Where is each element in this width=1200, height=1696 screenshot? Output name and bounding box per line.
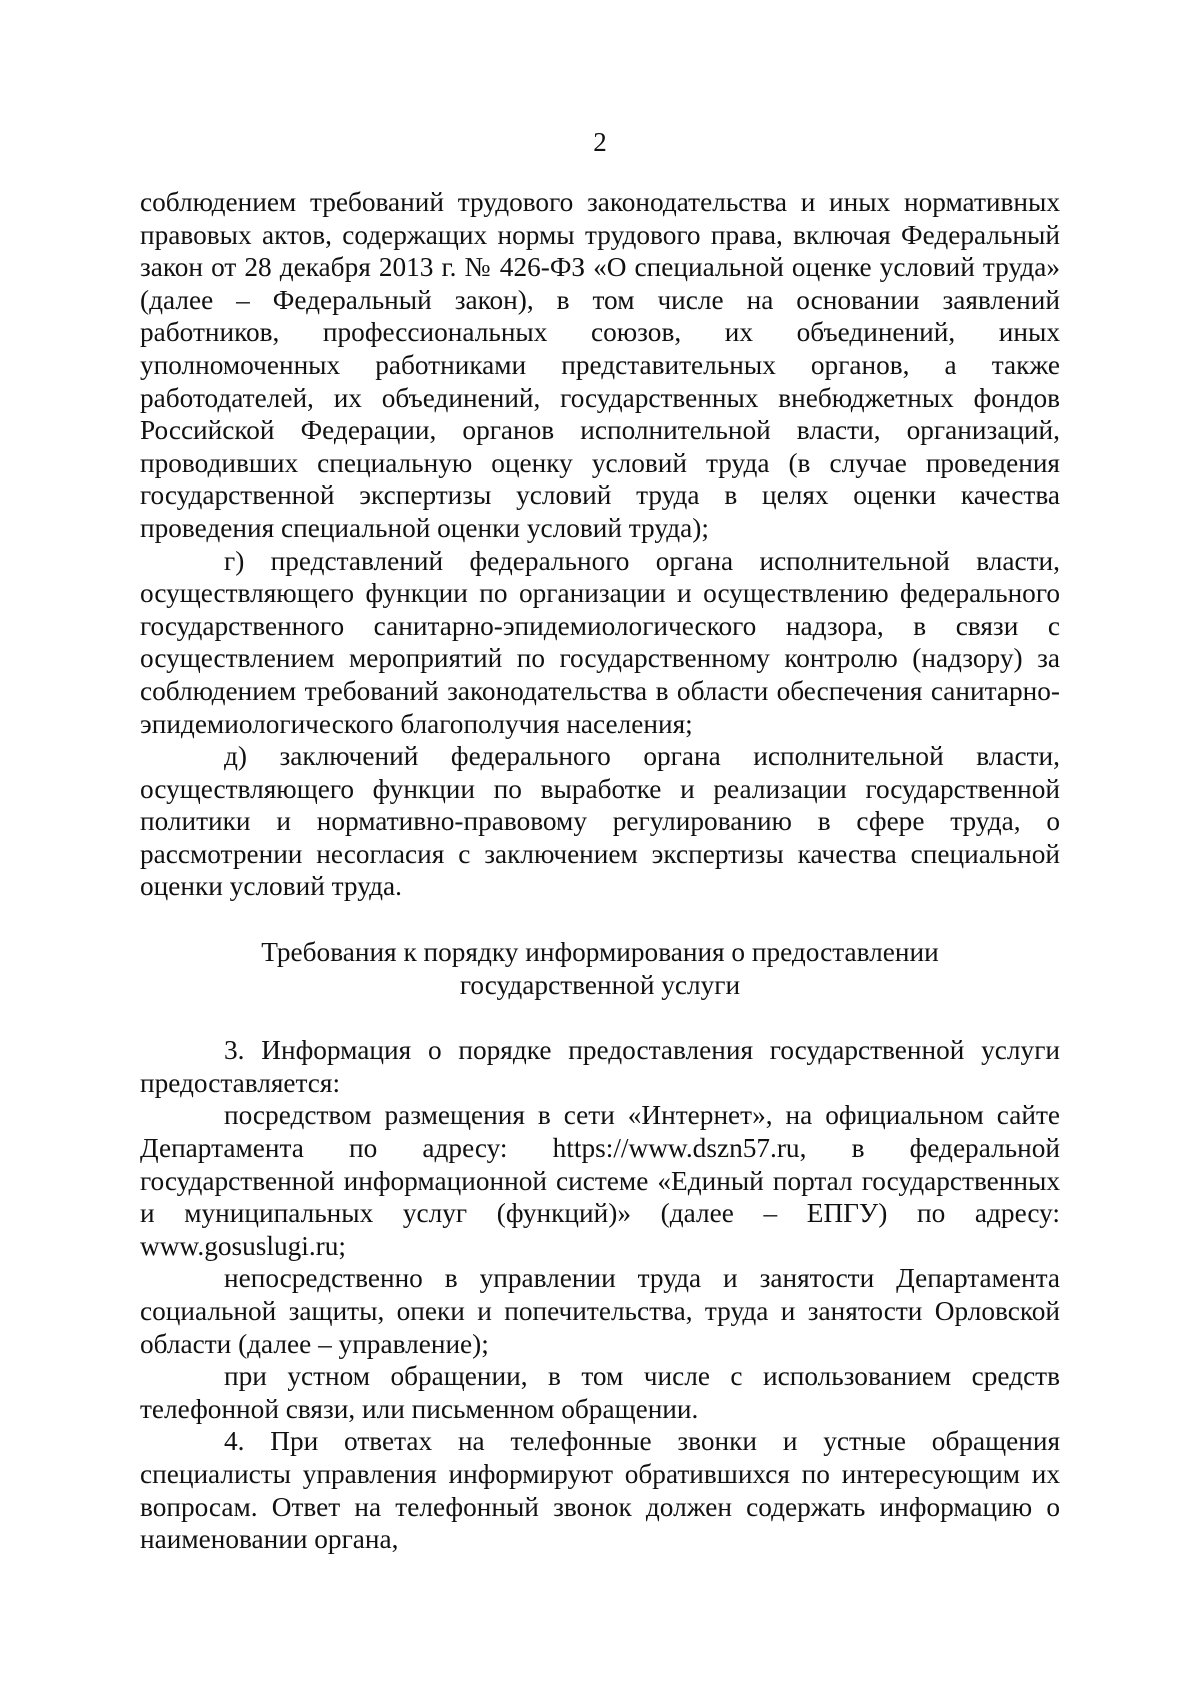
paragraph-3: 3. Информация о порядке предоставления государственной услуги предоставляется: bbox=[140, 1035, 1060, 1098]
paragraph-4: 4. При ответах на телефонные звонки и устные обращения специалисты управления информируют обратившихся по интересующим их вопросам. Ответ на телефонный звонок должен содержать информацию о наименовании органа, bbox=[140, 1426, 1060, 1555]
document-body bbox=[140, 186, 1060, 1556]
paragraph-internet: посредством размещения в сети «Интернет», на официальном сайте Департамента по адресу: https://www.dszn57.ru, в федеральной государственной информационной системе «Единый портал государственных и муниципальных услуг (функций)» (далее – ЕПГУ) по адресу: www.gosuslugi.ru; bbox=[140, 1100, 1060, 1261]
paragraph-item-d: д) заключений федерального органа исполнительной власти, осуществляющего функции по выработке и реализации государственной политики и нормативно-правовому регулированию в сфере труда, о рассмотрении несогласия с заключением экспертизы качества специальной оценки условий труда. bbox=[140, 741, 1060, 902]
section-heading-line-2: государственной услуги bbox=[459, 969, 741, 1000]
paragraph-oral: при устном обращении, в том числе с использованием средств телефонной связи, или письменном обращении. bbox=[140, 1361, 1060, 1424]
paragraph-item-g: г) представлений федерального органа исполнительной власти, осуществляющего функции по организации и осуществлению федерального государственного санитарно-эпидемиологического надзора, в связи с осуществлением мероприятий по государственному контролю (надзору) за соблюдением требований законодательства в области обеспечения санитарно-эпидемиологического благополучия населения; bbox=[140, 545, 1060, 739]
section-heading-line-1: Требования к порядку информирования о предоставлении bbox=[261, 937, 939, 968]
paragraph-directly: непосредственно в управлении труда и занятости Департамента социальной защиты, опеки и попечительства, труда и занятости Орловской области (далее – управление); bbox=[140, 1263, 1060, 1359]
section-heading bbox=[140, 936, 1060, 1001]
page-number: 2 bbox=[593, 127, 607, 157]
paragraph-continuation: соблюдением требований трудового законодательства и иных нормативных правовых актов, содержащих нормы трудового права, включая Федеральный закон от 28 декабря 2013 г. № 426-ФЗ «О специальной оценке условий труда» (далее – Федеральный закон), в том числе на основании заявлений работников, профессиональных союзов, их объединений, иных уполномоченных работниками представительных органов, а также работодателей, их объединений, государственных внебюджетных фондов Российской Федерации, органов исполнительной власти, организаций, проводивших специальную оценку условий труда (в случае проведения государственной экспертизы условий труда в целях оценки качества проведения специальной оценки условий труда); bbox=[140, 187, 1060, 543]
